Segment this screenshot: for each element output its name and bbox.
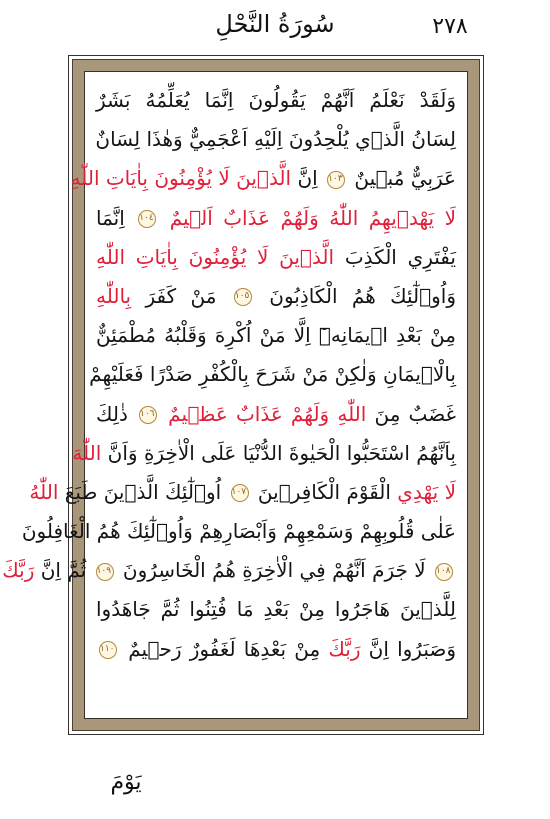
text-line — [96, 590, 456, 629]
text-line — [21, 512, 456, 551]
catchword: يَوْمَ — [110, 770, 142, 795]
verse-text: لِسَانُ الَّذ۪ي يُلْحِدُونَ اِلَيْهِ اَعْجَمِيٌّ وَهٰذَا لِسَانٌ — [95, 127, 456, 152]
quran-text-body — [2, 73, 466, 717]
surah-title: سُورَةُ النَّحْلِ — [215, 10, 335, 38]
text-line — [96, 120, 456, 159]
verse-text: مِنْ بَعْدِ ا۪يمَانِه۪ٓ اِلَّا مَنْ اُكْرِهَ وَقَلْبُهُ مُطْمَئِنٌّ — [96, 323, 456, 348]
text-line — [72, 434, 456, 473]
verse-text: اِنَّ — [291, 166, 318, 191]
text-line — [70, 159, 456, 198]
highlighted-text: الَّذ۪ينَ لَا يُؤْمِنُونَ بِاٰيَاتِ اللّٰهِ — [70, 166, 292, 191]
highlighted-text: الَّذ۪ينَ لَا يُؤْمِنُونَ بِاٰيَاتِ اللّٰهِ — [96, 244, 335, 269]
highlighted-text: اللّٰهُ وَلَهُمْ عَذَابٌ اَل۪يمٌ — [169, 205, 359, 230]
verse-text: اِنَّمَا — [96, 205, 125, 230]
text-line — [96, 630, 456, 669]
verse-text: غَضَبٌ مِنَ — [366, 401, 456, 426]
verse-text: وَصَبَرُوا اِنَّ — [360, 636, 457, 661]
verse-text: مِنْ بَعْدِهَا لَغَفُورٌ رَح۪يمٌ — [128, 636, 321, 661]
verse-text: بِاَنَّهُمُ اسْتَحَبُّوا الْحَيٰوةَ الدُّنْيَا عَلَى الْاٰخِرَةِ وَاَنَّ — [101, 440, 456, 465]
text-line — [2, 551, 456, 590]
verse-text: عَلٰى قُلُوبِهِمْ وَسَمْعِهِمْ وَاَبْصَارِهِمْ وَاُو۬لٰٓئِكَ هُمُ الْغَافِلُونَ — [21, 519, 456, 544]
text-line — [96, 199, 456, 238]
verse-text: اُو۬لٰٓئِكَ الَّذ۪ينَ طَبَعَ — [58, 479, 222, 504]
ayah-number-marker: ١٠٤ — [138, 210, 156, 228]
verse-text: لِلَّذ۪ينَ هَاجَرُوا مِنْ بَعْدِ مَا فُتِنُوا ثُمَّ جَاهَدُوا — [96, 597, 456, 622]
highlighted-text: لَا يَهْد۪يهِمُ — [358, 205, 456, 230]
ayah-number-marker: ١٠٧ — [231, 484, 249, 502]
verse-text: الْقَوْمَ الْكَافِر۪ينَ — [257, 479, 391, 504]
verse-text: لَا جَرَمَ اَنَّهُمْ فِي الْاٰخِرَةِ هُمُ الْخَاسِرُونَ — [122, 558, 426, 583]
ayah-number-marker: ١٠٣ — [327, 171, 345, 189]
verse-text: ذٰلِكَ — [96, 401, 128, 426]
ayah-number-marker: ١٠٥ — [234, 288, 252, 306]
highlighted-text: رَبَّكَ — [2, 558, 35, 583]
text-line — [89, 355, 456, 394]
ayah-number-marker: ١١٠ — [99, 641, 117, 659]
text-line — [96, 238, 456, 277]
text-line — [96, 395, 456, 434]
ayah-number-marker: ١٠٩ — [96, 563, 114, 581]
page-header — [0, 0, 550, 52]
verse-text: عَرَبِيٌّ مُب۪ينٌ — [354, 166, 456, 191]
text-line — [96, 316, 456, 355]
highlighted-text: رَبَّكَ — [328, 636, 361, 661]
highlighted-text: اللّٰهَ — [72, 440, 102, 465]
ayah-number-marker: ١٠٦ — [139, 406, 157, 424]
highlighted-text: اللّٰهِ وَلَهُمْ عَذَابٌ عَظ۪يمٌ — [168, 401, 367, 426]
verse-text: ثُمَّ اِنَّ — [34, 558, 87, 583]
verse-text: مَنْ كَفَرَ — [131, 283, 217, 308]
text-line — [96, 81, 456, 120]
verse-text: بِالْا۪يمَانِ وَلٰكِنْ مَنْ شَرَحَ بِالْكُفْرِ صَدْرًا فَعَلَيْهِمْ — [89, 362, 456, 387]
highlighted-text: لَا يَهْدِي — [397, 479, 456, 504]
text-line — [29, 473, 456, 512]
verse-text: وَلَقَدْ نَعْلَمُ اَنَّهُمْ يَقُولُونَ اِنَّمَا يُعَلِّمُهُ بَشَرٌ — [96, 88, 456, 112]
verse-text: وَاُو۬لٰٓئِكَ هُمُ الْكَاذِبُونَ — [269, 283, 457, 308]
highlighted-text: بِاللّٰهِ — [96, 283, 132, 308]
page-number: ٢٧٨ — [432, 14, 468, 39]
ayah-number-marker: ١٠٨ — [435, 563, 453, 581]
highlighted-text: اللّٰهُ — [29, 479, 59, 504]
verse-text: يَفْتَرِي الْكَذِبَ — [334, 244, 456, 269]
text-line — [96, 277, 456, 316]
